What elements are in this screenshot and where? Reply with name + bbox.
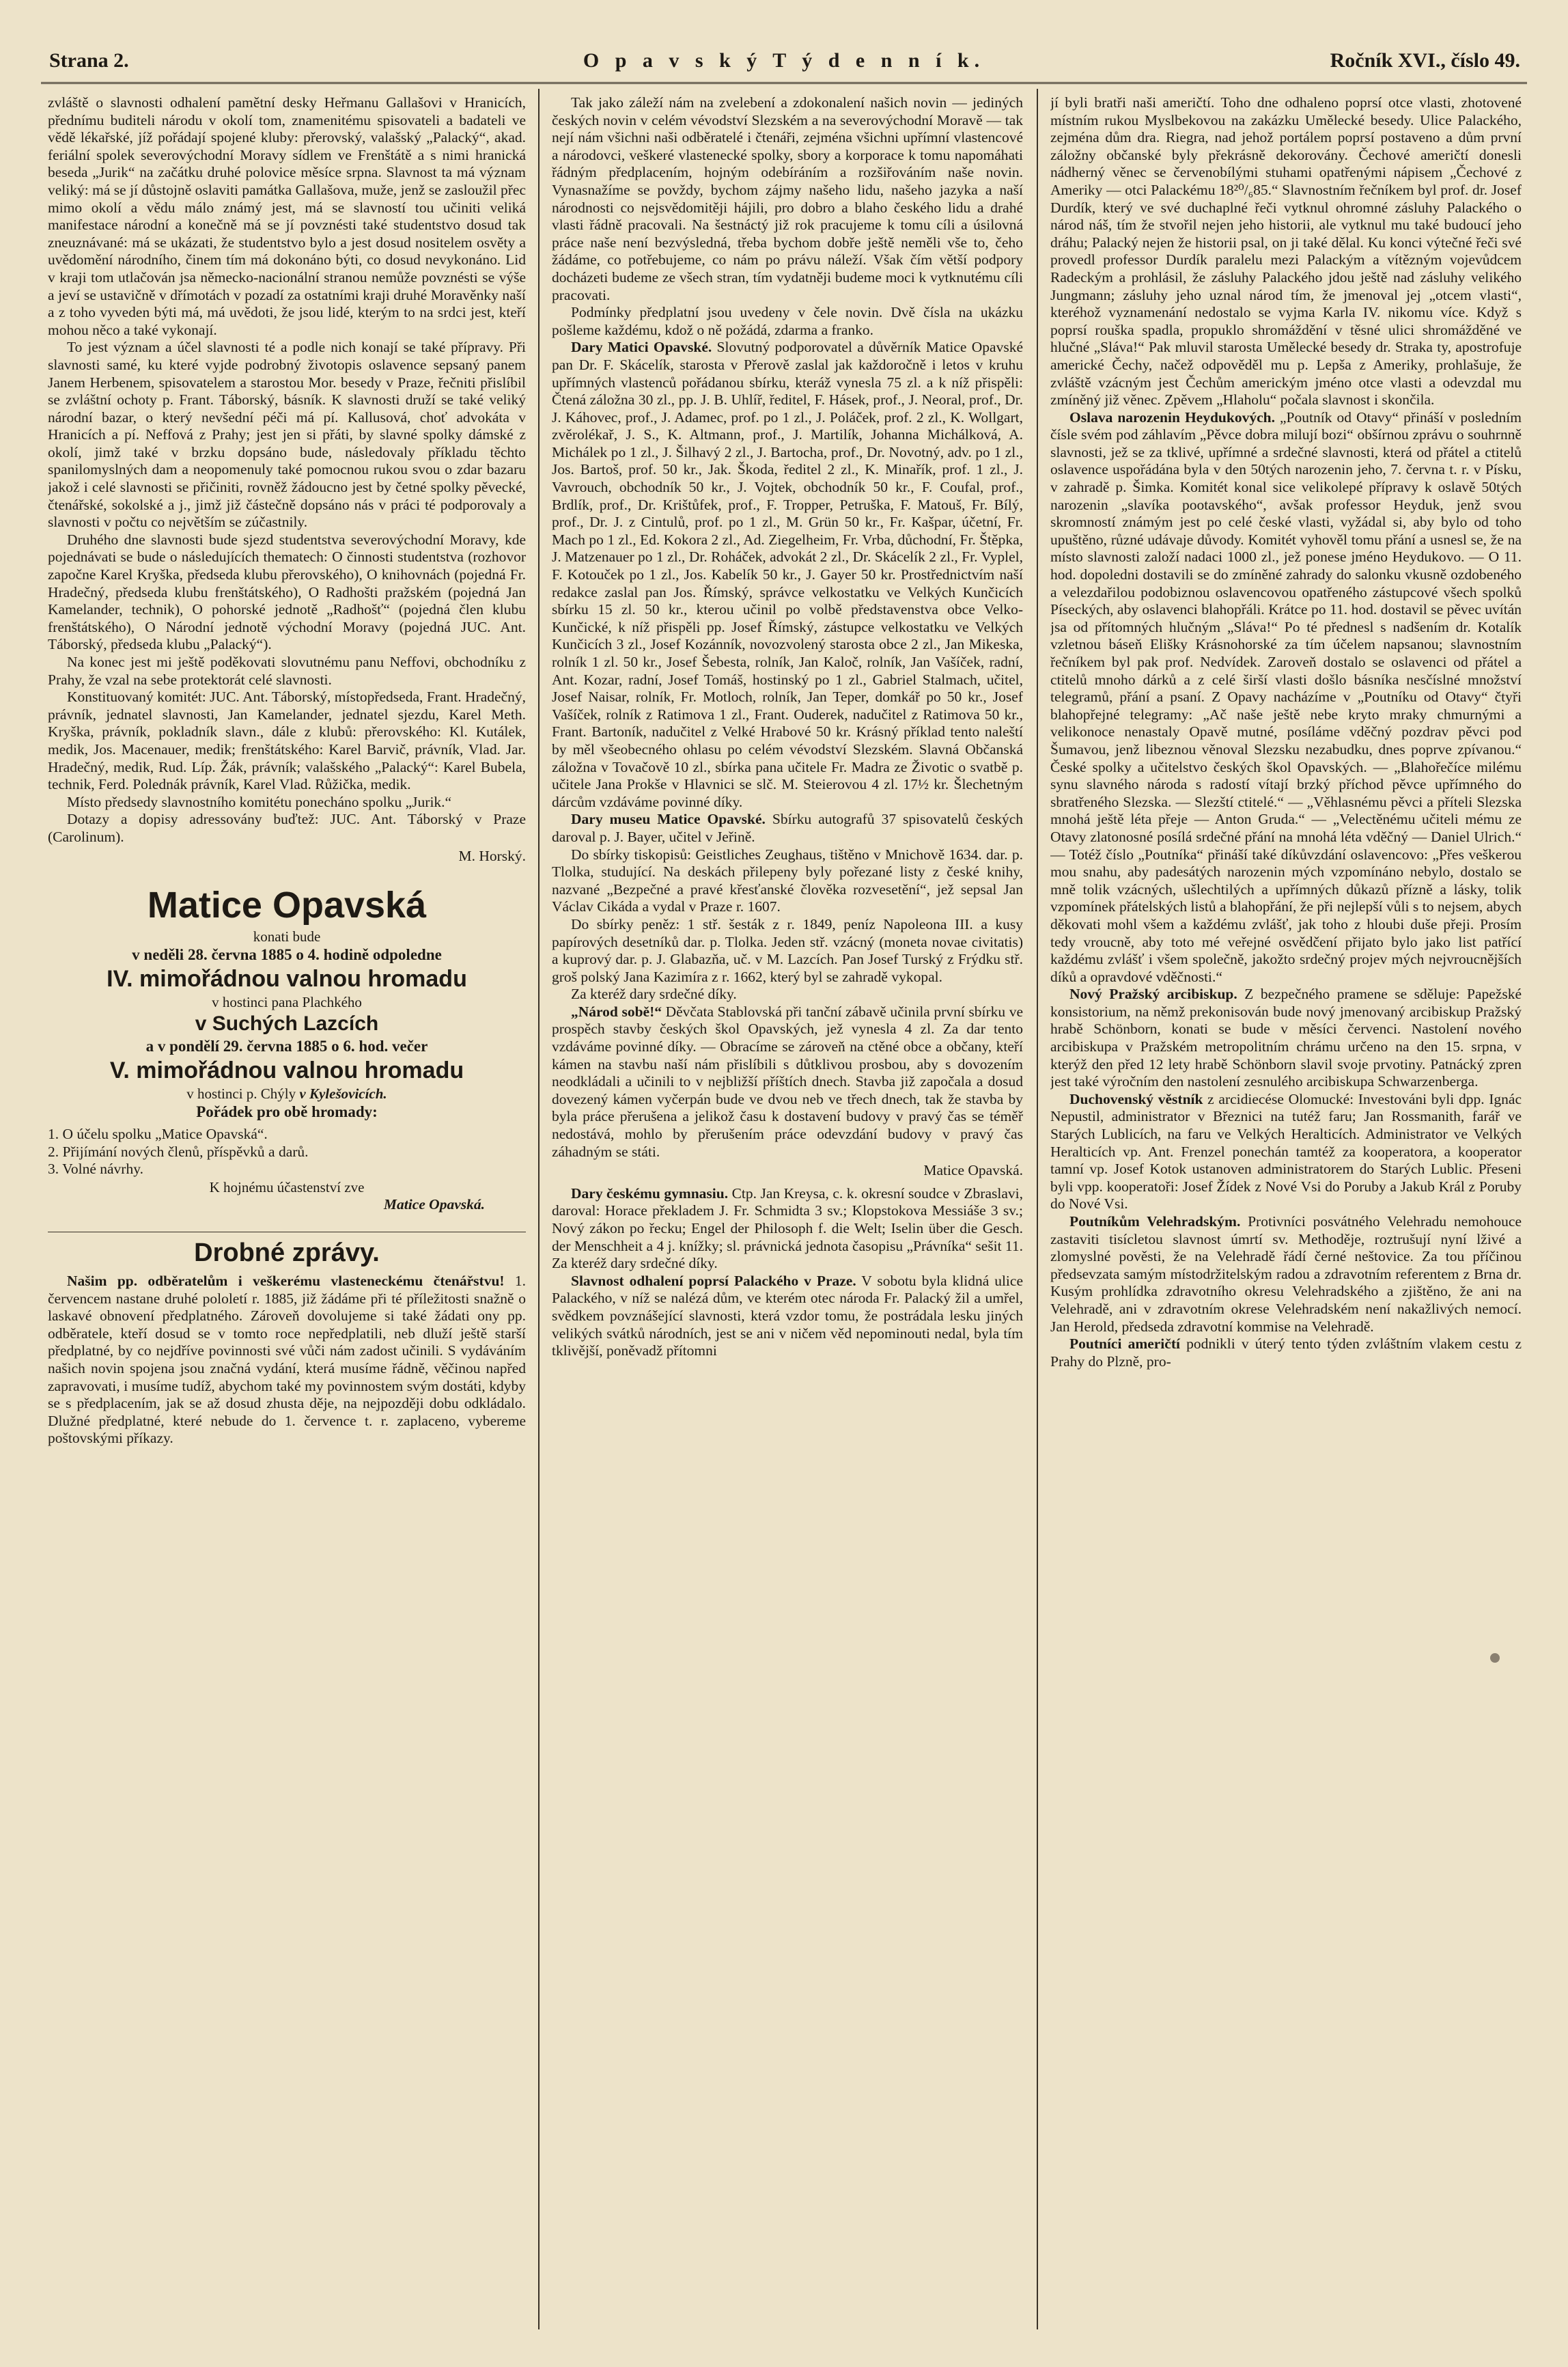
article-text: zvláště o slavnosti odhalení pamětní desky Heřmanu Gallašovi v Hranicích, přednímu buditeli národu v okolí tom, znamenitému spisovateli a badateli ve vědě lékařské, jíž pořádají spojené kluby: přerovský, valašský „Palacký“, akad. feriální spolek severovýchodní Moravy sídlem ve Frenštátě a s nimi hranická beseda „Jurik“ na začátku druhé polovice měsíce srpna. Slavnost ta má význam veliký: má se jí důstojně oslaviti památka Gallašova, muže, jenž se zasloužil přec mimo okolí a vědu málo známý jest, má se slavností tou učiniti veliká manifestace národní a konečně má se jí povznésti také studentstvo dosud tak zneuznávané: má se ukázati, že studentstvo bylo a jest dosud nositelem osvěty a uvědomění národního, činem tím má dokonáno býti, co dosud nevykonáno. Lid v kraji tom utlačován jsa německo-nacionální stranou nemůže povznésti se výše a jeví se ustavičně v dřímotách v pozadí za ostatními kraji druhé Moravěnky naší a z toho vyveden býti má, má uvědoti, že jsou lidé, kterým to na srdci jest, kteří mohou něco a také vykonají. <box>48 94 526 338</box>
article-body: podnikli v úterý tento týden zvláštním vlakem cestu z Prahy do Plzně, pro- <box>1050 1335 1522 1370</box>
article-body: 1. červencem nastane druhé pololetí r. 1885, již žádáme při té příležitosti snažně o laskavé obnovení předplatného. Zároveň dovolujeme si také žádati ony pp. odběratele, kteří dosud se v tomto roce nepředplatili, neb dluží ještě starší předplatné, by co nejdříve povinnosti své vůči nám zadost učinili. S vydáváním našich novin spojena jsou značná vydání, která musíme řádně, věčinou napřed zapravovati, i musíme tudíž, abychom také my povinnostem svým dostáti, kdyby se s předplacením, jak se až dosud zhusta děje, na nejpozději dobu odkládalo. Dlužné předplatné, které nebude do 1. července t. r. zaplaceno, vybereme poštovskými příkazy. <box>48 1273 526 1447</box>
article-text: Do sbírky peněz: 1 stř. šesták z r. 1849, peníz Napoleona III. a kusy papírových desetníků dar. p. Tlolka. Jeden stř. vzácný (moneta novae civitatis) a kuprový dar. p. J. Glabazňa, uč. v M. Lazcích. Pan Josef Turský z Frýdku stř. groš polský Jana Kazimíra z r. 1662, který byl se zahradě vykopal. <box>552 915 1023 985</box>
article-text: jí byli bratři naši američtí. Toho dne odhaleno poprsí otce vlasti, zhotovené místním rukou Myslbekovou na zakázku Umělecké besedy. Ulice Palackého, zejména dům dra. Riegra, nad jehož portálem poprsí postaveno a dům první záložny občanské byly překrásně dekorovány. Čechové američtí donesli nádherný věnec se červenobílými stuhami opatřenými nápisem „Čechové z Ameriky — otci Palackému 18²⁰/₆85.“ Slavnostním řečníkem byl prof. dr. Josef Durdík, který ve své duchaplné řeči vytknul ohromné zásluhy Palackého o národ náš, tím že stvořil nejen jeho historii, ale vytknul mu také budoucí jeho dráhu; Palacký nejen že historii psal, on ji také dělal. Ku konci výtečné řeči své provedl professor Durdík paralelu mezi Palackým a vítězným vojevůdcem Radeckým a prohlásil, že zásluhy Palackého jdou ještě nad zásluhy velikého Jungmann; zásluhy jeho uznal národ tím, že jmenoval jej „otcem vlasti“, kteréhož vyznamenání nedostalo se vyjma Karla IV. nikomu více. Když s poprsí rouška spadla, propuklo shromáždění v těsné ulici shromážděné ve hlučné „Sláva!“ Pak mluvil starosta Umělecké besedy dr. Straka ty, apostrofuje americké Čechy, načež odpověděl mu p. Lepša z Ameriky, prohlašuje, že zvláště vzácným jest Čechům americkým jméno otce vlasti a odevzdal mu zmíněný již věnec. Zpěvem „Hlaholu“ počala slavnost i skončila. <box>1050 94 1522 409</box>
notice-invite: K hojnému účastenství zve <box>209 1178 365 1195</box>
article-text <box>1050 1091 1522 1213</box>
volume-issue: Ročník XVI., číslo 49. <box>1330 49 1520 72</box>
article-body: Ctp. Jan Kreysa, c. k. okresní soudce v Zbraslavi, daroval: Horace překladem J. Fr. Schmidta 3 sv.; Klopstokova Messiáše 3 sv.; Nový zákon po řecku; Engel der Philosoph f. die Welt; Iselin über die Gesch. der Menschheit a 4 j. knížky; sl. právnická jednota časopisu „Právníka“ sešit 11. Za kteréž dary srdečné díky. <box>552 1185 1023 1272</box>
article-heading: Nový Pražský arcibiskup. <box>1069 986 1237 1003</box>
article-heading: Oslava narozenin Heydukových. <box>1069 409 1275 426</box>
notice-date-2: a v pondělí 29. června 1885 o 6. hod. večer <box>145 1038 428 1055</box>
article-text: To jest význam a účel slavnosti té a podle nich konají se také přípravy. Při slavnosti samé, ku které vyjde podrobný životopis oslavence sepsaný panem Janem Herbenem, spisovatelem a starostou Mor. besedy v Praze, řečniti přislíbil se zvláštní ochoty p. Frant. Táborský, básník. K slavnosti druží se také veliký národní bazar, o který nevšední péči má pí. Kallusová, choť advokáta v Hranicích a pí. Neffová z Prahy; jest jen si přáti, by slavné spolky dámské z okolí, jimž také v brzku dopsáno bude, následovaly příkladu těchto spanilomyslných dam a neopomenuly také pomocnou rukou svou o zdar bazaru jakož i celé slavnosti se přičiniti, rovněž žádoucno jest by četné spolky pěvecké, čtenářské, sokolské a j., jimž již částečně dopsáno nás v práci té podporovaly a slavnosti v počtu co největším se zúčastnily. <box>48 339 526 531</box>
article-signature: Matice Opavská. <box>923 1162 1023 1179</box>
notice-agenda-title: Pořádek pro obě hromady: <box>196 1103 378 1121</box>
article-heading: Dary českému gymnasiu. <box>571 1185 729 1202</box>
article-text <box>552 1003 1023 1161</box>
notice-agenda <box>48 1126 526 1178</box>
article-text <box>552 1273 1023 1360</box>
article-text: Místo předsedy slavnostního komitétu ponecháno spolku „Jurik.“ <box>67 793 452 810</box>
article-body: Z bezpečného pramene se sděluje: Papežské konsistorium, na němž prekonisován bude nový jmenovaný arcibiskup Pražský hrabě Schönborn, konati se bude v měsíci červenci. Nastolení nového arcibiskupa v Pražském metropolitním chrámu určeno na den 15. srpna, v kterýž den před 12 lety hrabě Schönborn slavil svoje prvotiny. Patnácký zpren jest také výročním den nastolení zesnulého arcibiskupa Schwarzenberga. <box>1050 986 1522 1090</box>
notice-signature: Matice Opavská. <box>383 1195 485 1213</box>
agenda-item: 3. Volné návrhy. <box>48 1161 143 1178</box>
article-text: Druhého dne slavnosti bude sjezd studentstva severovýchodní Moravy, kde pojednávati se bude o následujících thematech: O činnosti studentstva (rozhovor započne Karel Kryška, předseda klubu přerovského), O knihovnách (pojedná Fr. Hradečný, předseda klubu frenštátského), O Radhošti pražském (pojedná Jan Kamelander, technik), O pohorské jednotě „Radhošť“ (pojedná člen klubu frenštátského), O Národní jednotě východní Moravy (pojedná JUC. Ant. Táborský, předseda klubu „Palacký“). <box>48 531 526 653</box>
article-body: z arcidiecése Olomucké: Investováni byli dpp. Ignác Nepustil, administrator v Březnici na tutéž faru; Jan Rossmanith, farář ve Starých Lublicích, na faru ve Velkých Heralticích. Administrator ve Velkých Heralticích vp. Ant. Frenzel ponechán tamtéž za kooperatora, a kooperator tamní vp. Josef Kotok ustanoven administratorem do Starých Lublic. Přeseni byli vpp. kooperatoři: Josef Žídek z Nové Vsi do Poruby a Jakub Král z Poruby do Nové Vsi. <box>1050 1090 1522 1213</box>
article-text: Podmínky předplatní jsou uvedeny v čele novin. Dvě čísla na ukázku pošleme každému, kdož o ně požádá, zdarma a franko. <box>552 304 1023 338</box>
notice-place-2-town: v Kylešovicích. <box>299 1085 387 1103</box>
page-number: Strana 2. <box>49 49 129 72</box>
article-text: Konstituovaný komitét: JUC. Ant. Táborský, místopředseda, Frant. Hradečný, právník, jednatel slavnosti, Jan Kamelander, jednatel sjezdu, Karel Meth. Kryška, právník, pokladník slavn., dále z klubů: přerovského: Kl. Kutálek, medik, Jos. Macenauer, medik; frenštátského: Karel Barvič, právník, Vlad. Jar. Hradečný, medik, Rud. Líp. Žák, právník; valašského „Palacký“: Karel Bubela, technik, Ferd. Polednák právník, Karel Vlad. Růžička, medik. <box>48 689 526 793</box>
article-text <box>1050 986 1522 1091</box>
article-text <box>48 1273 526 1448</box>
column-rule-2 <box>1037 89 1038 2329</box>
article-text: Tak jako záleží nám na zvelebení a zdokonalení našich novin — jediných českých novin v celém vévodství Slezském a na severovýchodní Moravě — tak nejí nám všichni naši odběratelé i čtenáři, zejména všichni upřímní vlastencové a národovci, veškeré vlastenecké spolky, sbory a korporace k tomu napomáhati řádným předplacením, hojným odebíráním a rozšiřováním naše novin. Vynasnažíme se povždy, bychom zájmy našeho lidu, našeho jazyka a naší národnosti co nejsvědomitěji hájili, pro dobro a blaho českého lidu a drahé vlasti řádně pracovali. Na šestnáctý již rok pracujeme k tomu cíli a úsilovná práce naše není bezvýsledná, třeba bychom dobře ještě neměli vše to, čeho žádáme, co potřebujeme, co nám po právu náleží. Však čím větší podpory docházeti budeme ze všech stran, tím vydatněji budeme moci k vytknutému cíli pracovati. <box>552 94 1023 303</box>
article-body: Děvčata Stablovská při tanční zábavě učinila první sbírku ve prospěch stavby českých škol Opavských, jež vynesla 4 zl. Za dar tento vzdáváme povinné díky. — Obracíme se zároveň na ctěné obce a občany, kteří kámen na stavbu naší nám přislíbili s důtklivou prosbou, aby s dovozením neodkládali a učinili to v nejbližší příštích dnech. Stavba již započala a dosud dovezený kámen vyčerpán bude ve dvou neb ve třech dnech, tak že stavba by byla práce přerušena a jelikož času k dostavení budovy v pravý čas se téměř nedostává, mohlo by přerušením práce odevzdání budovy v pravý čas záhadným se státi. <box>552 1003 1023 1160</box>
page-header <box>41 41 1527 84</box>
article-text <box>1050 1213 1522 1335</box>
article-body: Sbírku autografů 37 spisovatelů českých daroval p. J. Bayer, učitel v Jeřině. <box>552 811 1023 845</box>
article-body: Protivníci posvátného Velehradu nemohouce zastaviti tisícletou slavnost úmrtí sv. Methoděje, roztrušují nyní lživé a zlomyslné pověsti, že na Velehradě řádí černé neštovice. Za tou příčinou předsevzata samým místodržitelským radou a zdravotním referentem z Brna dr. Kusým prohlídka zdravotního okresu Velehradského a zjištěno, že ani na Velehradě, ani v zdravotním okrese Velehradském není nakažlivých nemocí. Jan Herold, předseda zdravotní kommise na Velehradě. <box>1050 1213 1522 1335</box>
column-3 <box>1050 94 1522 2328</box>
article-text: Za kteréž dary srdečné díky. <box>571 986 737 1003</box>
notice-date-1: v neděli 28. června 1885 o 4. hodině odpoledne <box>132 946 442 964</box>
newspaper-title: O p a v s k ý T ý d e n n í k. <box>583 49 985 72</box>
binding-hole <box>1490 1653 1500 1663</box>
article-heading: Poutníkům Velehradským. <box>1069 1213 1241 1230</box>
notice-place-2 <box>48 1085 526 1103</box>
notice-line: konati bude <box>253 928 321 945</box>
agenda-item: 1. O účelu spolku „Matice Opavská“. <box>48 1126 268 1143</box>
section-title: Drobné zprávy. <box>48 1232 526 1262</box>
notice-place-1: v Suchých Lazcích <box>195 1012 379 1036</box>
article-heading: Slavnost odhalení poprsí Palackého v Praze. <box>571 1272 856 1289</box>
article-heading: Dary Matici Opavské. <box>571 339 712 356</box>
article-text <box>552 811 1023 846</box>
matice-notice <box>48 883 526 1213</box>
notice-title: Matice Opavská <box>147 885 427 926</box>
article-heading: Duchovenský věstník <box>1069 1090 1203 1107</box>
column-2 <box>552 94 1023 2328</box>
article-body: „Poutník od Otavy“ přináší v posledním čísle svém pod záhlavím „Pěvce dobra milují bozi“ obšírnou zprávu o souhrnně slavnosti, jež se za tklivé, upřímné a srdečné slavnosti, která od přátel a ctitelů oslavence uspořádána byla v den 50tých narozenin jeho, 7. června t. r. v Písku, v zahradě p. Šimka. Komitét konal sice velikolepé přípravy k oslavě 50tých narozenin „slavíka pootavského“, avšak professor Heyduk, jenž svou skromností známým jest po celé české vlasti, vyžádal si, aby bylo od toho upuštěno, různé udávaje důvody. Komitét vyhověl tomu přání a usnesl se, že na místo slavnosti založí nadaci 1000 zl., jež ponese jméno Heydukovo. — O 11. hod. dopoledni dostavili se do zmíněné zahrady do salonku vkusně ozdobeného a velezdařilou podobiznou oslavencovou opatřeného zástupcové všech spolků Píseckých, aby oslavenci blahopřáli. Krátce po 11. hod. dostavil se pěvec uvítán jsa od přítomných hlučným „Sláva!“ Po té přednesl s nadšením dr. Kotalík vzletnou báseň Elišky Krásnohorské za tím účelem napsanou; slavnostním řečníkem byl pak prof. Nedvídek. Zaroveň dostalo se oslavenci od přátel a ctitelů mnoho dárků a z celé širší vlasti došlo básníka nesčíslné množství telegramů, přání a psaní. Z Opavy nacházíme v „Poutníku od Otavy“ čtyři blahopřejné telegramy: „Ač naše ještě nebe kryto mraky chmurnými a velikonoce nenastaly Opavě mutné, posíláme vděčný pozdrav pěvci pod Šumavou, jenž libeznou věnoval Slezsku nezabudku, dnes poprve zpívanou.“ České spolky a učitelstvo českých škol Opavských. — „Blahořečíce milému synu slavného národa s radostí vítají brzký příchod pěvce upřímného do sbratřeného Slezska. — Slezští ctitelé.“ — „Věhlasnému pěvci a příteli Slezska mnohá ještě léta přeje — Anton Gruda.“ — „Velectěnému učiteli mému ze Otavy zlatonosné posílá srdečné přání na mnohá léta vděčný — Daniel Ulrich.“ — Totéž číslo „Poutníka“ přináší také díkůvzdání oslavencovo: „Přes veškerou mou snahu, aby padesátých narozenin mých vzpomínáno nebylo, dostalo se mně tolik vzácných, ušlechtilých a upřímných důkazů přízně a lásky, tolik vzpomínek přátelských listů a blahopřání, že při nejlepší vůli s to nejsem, abych děkovati mohl všem a každému zvlášť, jak toho z hloubi duše přeji. Prosím tedy vroucně, aby toto mé veřejné osvědčení přijato bylo jako list patřící každému zvlášť i všem společně, jakožto srdečný projev mých nejvroucnějších díků a opravdové vděčnosti.“ <box>1050 409 1522 985</box>
article-text: Do sbírky tiskopisů: Geistliches Zeughaus, tištěno v Mnichově 1634. dar. p. Tlolka, studující. Na deskách přilepeny byly pořezané listy z české knihy, nazvané „Bezpečné a pravé křesťanské člověka rozvesetění“, jež sepsal Jan Václav Cikáda a vydal v Praze r. 1607. <box>552 846 1023 915</box>
notice-place-2-text: v hostinci p. Chýly <box>186 1085 300 1103</box>
article-body: Slovutný podporovatel a důvěrník Matice Opavské pan Dr. F. Skácelík, starosta v Přerově zaslal jak každoročně i letos v kruhu upřímných vlastenců pořádanou sbírku, kteráž vynesla 75 zl. a k níž přispěli: Čtená záložna 30 zl., pp. J. B. Uhlíř, ředitel, F. Hásek, prof., J. Neoral, prof., Dr. J. Káhovec, prof., J. Adamec, prof. po 1 zl., J. Poláček, prof. 2 zl., K. Wollgart, zvěrolékař, J. S., K. Altmann, prof., J. Martilík, Johanna Michálková, A. Michálek po 1 zl., J. Šilhavý 2 zl., J. Bartocha, prof., Dr. Novotný, adv. po 1 zl., Jos. Bartoš, prof. 50 kr., Jak. Škoda, ředitel 2 zl., K. Minařík, prof. 1 zl., J. Vavrouch, obchodník 50 kr., J. Vojtek, obchodník 50 kr., F. Coufal, prof., Brdlík, prof., Dr. Krištůfek, prof., F. Tropper, Petruška, F. Matouš, Fr. Bílý, prof., Dr. J. z Cintulů, prof. po 1 zl., M. Grün 50 kr., Fr. Kašpar, účetní, Fr. Mach po 1 zl., Ed. Kokora 2 zl., Ad. Ziegelheim, Fr. Vrba, důchodní, Fr. Štěpka, J. Matzenauer po 1 zl., Dr. Roháček, advokát 2 zl., Dr. Skácelík 2 zl., Fr. Vyplel, F. Kotouček po 1 zl., Jos. Kabelík 50 kr., J. Gayer 50 kr. Prostřednictvím naší redakce zaslal pan Jos. Římský, správce velkostatku ve Velkých Kunčicích sbírku 15 zl. 50 kr., kterou učinil po volbě představenstva obce Velko-Kunčické, k níž přispěli pp. Josef Římský, zástupce velkostatku ve Velkých Kunčicích 3 zl., Josef Kozánník, novozvolený starosta obce 2 zl., Jan Mikeska, rolník 1 zl. 50 kr., Josef Šebesta, rolník, Jan Kaloč, rolník, Jan Vašíček, radní, Ant. Kozar, radní, Josef Tomáš, hostinský po 1 zl., Gabriel Stalmach, učitel, Josef Naisar, rolník, Fr. Motloch, rolník, Jan Teper, domkář po 50 kr., Josef Vašíček, rolník z Ratimova 1 zl., Frant. Ouderek, nadučitel z Ratimova 50 kr., Frant. Bartoník, nadučitel z Velké Hrabové 50 kr. Krásný příklad tento naleští by měl všeobecného ohlasu po celém vévodství Slezském. Slavná Občanská záložna v Tovačově 10 zl., sbírka pana učitele Fr. Madra ze Životic o svatbě p. učitele Jana Prokše v Hlavnici se slč. M. Steierovou 4 zl. 17½ kr. Šlechetným dárcům vzdáváme povinné díky. <box>552 339 1023 810</box>
article-text <box>552 339 1023 811</box>
notice-meeting-2: V. mimořádnou valnou hromadu <box>109 1057 464 1084</box>
article-heading: Poutníci američtí <box>1069 1335 1180 1353</box>
column-1 <box>48 94 526 2328</box>
newspaper-page <box>41 41 1527 2336</box>
article-text <box>552 1185 1023 1273</box>
article-text: Dotazy a dopisy adressovány buďtež: JUC. Ant. Táborský v Praze (Carolinum). <box>48 811 526 845</box>
article-text <box>1050 409 1522 986</box>
article-text <box>1050 1335 1522 1370</box>
article-heading: „Národ sobě!“ <box>571 1003 662 1020</box>
notice-meeting-1: IV. mimořádnou valnou hromadu <box>107 966 467 993</box>
column-rule-1 <box>538 89 540 2329</box>
article-heading: Našim pp. odběratelům i veškerému vlasteneckému čtenářstvu! <box>67 1273 505 1290</box>
article-text: Na konec jest mi ještě poděkovati slovutnému panu Neffovi, obchodníku z Prahy, že vzal na sebe protektorát celé slavnosti. <box>48 654 526 688</box>
agenda-item: 2. Přijímání nových členů, příspěvků a darů. <box>48 1143 309 1160</box>
article-heading: Dary museu Matice Opavské. <box>571 811 766 828</box>
notice-line: v hostinci pana Plachkého <box>212 994 362 1011</box>
article-signature: M. Horský. <box>458 847 526 864</box>
article-body: V sobotu byla klidná ulice Palackého, v níž se nalézá dům, ve kterém otec národa Fr. Palacký žil a umřel, svědkem povznášející slavnosti, která vzdor tomu, že postrádala lesku jiných velikých svátků národních, jest se ani v ničem věd nepominouti nedal, byla tím tklivější, poněvadž přítomni <box>552 1272 1023 1359</box>
